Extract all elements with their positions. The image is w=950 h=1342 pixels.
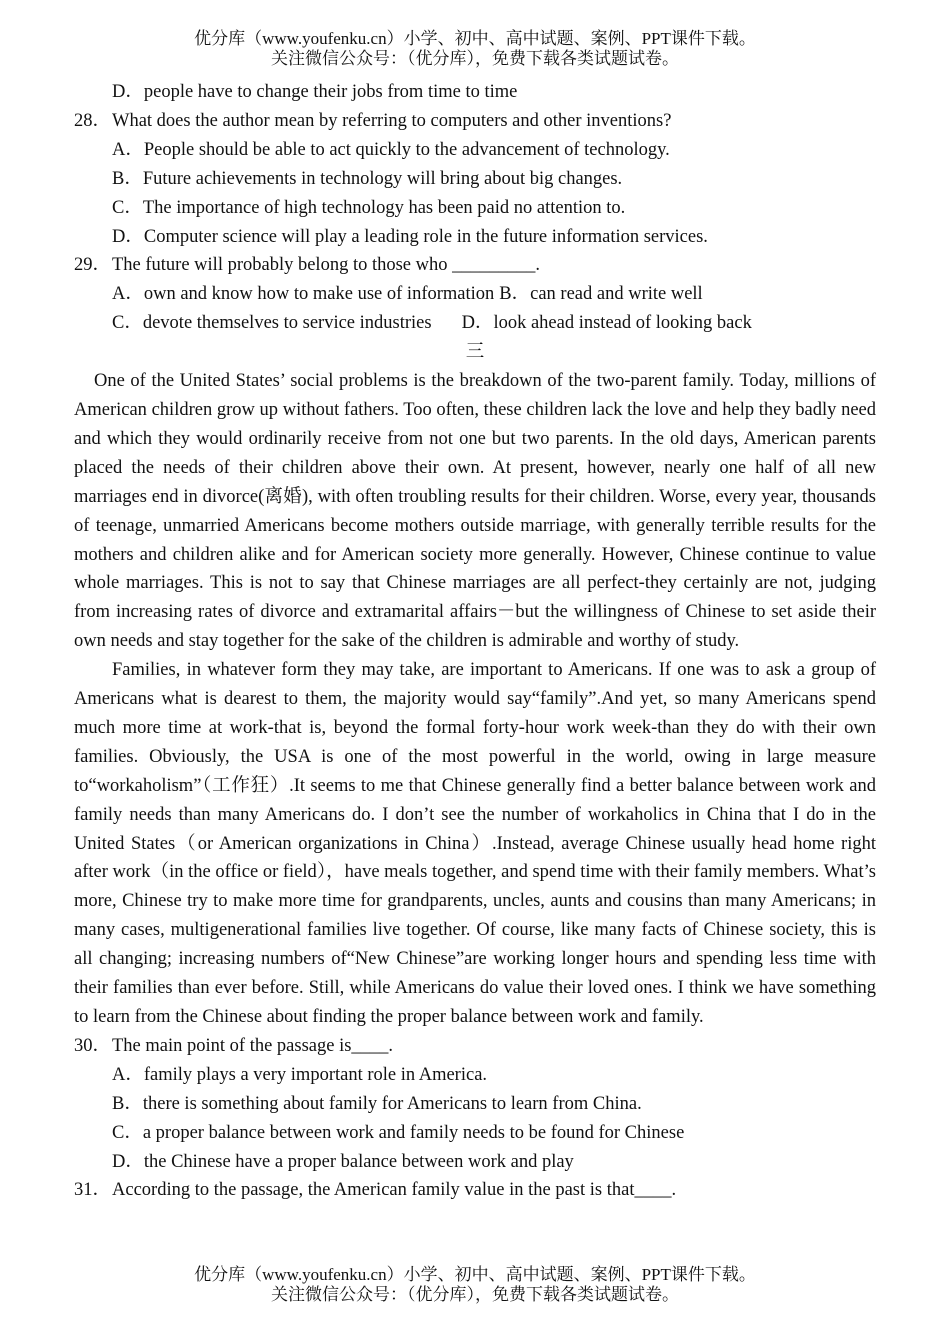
question-31 bbox=[74, 1176, 876, 1205]
question-29 bbox=[74, 251, 876, 280]
q29-options-cd bbox=[74, 309, 876, 338]
question-28 bbox=[74, 107, 876, 136]
question-31-text: According to the passage, the American family value in the past is that____. bbox=[112, 1180, 677, 1201]
q28-option-b: B．Future achievements in technology will bring about big changes. bbox=[112, 168, 623, 189]
q30-option-d: D．the Chinese have a proper balance between work and play bbox=[112, 1151, 574, 1172]
footer-line-1: 优分库（www.youfenku.cn）小学、初中、高中试题、案例、PPT课件下载。 bbox=[194, 1265, 756, 1284]
q29-option-d: D．look ahead instead of looking back bbox=[461, 313, 752, 334]
header-line-1: 优分库（www.youfenku.cn）小学、初中、高中试题、案例、PPT课件下载。 bbox=[194, 29, 756, 48]
question-31-number: 31． bbox=[74, 1180, 112, 1201]
header-line-2: 关注微信公众号：（优分库），免费下载各类试题试卷。 bbox=[271, 49, 679, 68]
q27-option-d: D．people have to change their jobs from time to time bbox=[112, 82, 518, 102]
q28-option-a: A．People should be able to act quickly to the advancement of technology. bbox=[112, 139, 670, 160]
section-number: 三 bbox=[465, 342, 485, 363]
question-29-number: 29． bbox=[74, 255, 112, 276]
page-header bbox=[0, 29, 950, 69]
q29-options-ab bbox=[74, 280, 876, 309]
footer-line-2: 关注微信公众号：（优分库），免费下载各类试题试卷。 bbox=[271, 1285, 679, 1304]
page-footer bbox=[0, 1265, 950, 1305]
question-29-text: The future will probably belong to those who _________. bbox=[112, 255, 541, 276]
question-30 bbox=[74, 1032, 876, 1061]
q28-option-c: C．The importance of high technology has been paid no attention to. bbox=[112, 197, 626, 218]
passage-paragraph-2: Families, in whatever form they may take, are important to Americans. If one was to ask a group of Americans what is dearest to them, the majority would say“family”.And yet, so many Americans spend much more time at work-that is, beyond the formal forty-hour work week-than they do with their own families. Obviously, the USA is one of the most powerful in the world, owing in large measure to“workaholism”（工作狂）.It seems to me that Chinese generally find a better balance between work and family needs than many Americans do. I don’t see the number of workaholics in China that I do in the United States（or American organizations in China）.Instead, average Chinese usually head home right after work（in the office or field），have meals together, and spend time with their family members. What’s more, Chinese try to make more time for grandparents, uncles, aunts and cousins than many Americans; in many cases, multigenerational families live together. Of course, like many facts of Chinese society, this is all changing; increasing numbers of“New Chinese”are working longer hours and spending less time with their families than ever before. Still, while Americans do value their loved ones. I think we have something to learn from the Chinese about finding the proper balance between work and family. bbox=[74, 660, 876, 1027]
q30-option-a: A．family plays a very important role in America. bbox=[112, 1064, 488, 1085]
q28-option-d: D．Computer science will play a leading role in the future information services. bbox=[112, 226, 708, 247]
question-30-text: The main point of the passage is____. bbox=[112, 1035, 394, 1056]
q29-option-c: C．devote themselves to service industries bbox=[112, 313, 432, 334]
q30-option-c: C．a proper balance between work and family needs to be found for Chinese bbox=[112, 1122, 685, 1143]
document-body bbox=[74, 78, 876, 1205]
question-28-text: What does the author mean by referring to computers and other inventions? bbox=[112, 110, 672, 131]
q29-option-a: A．own and know how to make use of information bbox=[112, 284, 495, 305]
passage-paragraph-1: One of the United States’ social problems is the breakdown of the two-parent family. Today, millions of American children grow up without fathers. Too often, these children lack the love and help they badly need and which they would ordinarily receive from not one but two parents. In the old days, American parents placed the needs of their children above their own. At present, however, nearly one half of all new marriages end in divorce(离婚), with often troubling results for their children. Worse, every year, thousands of teenage, unmarried Americans become mothers outside marriage, with generally terrible results for the mothers and children alike and for American society more generally. However, Chinese continue to value whole marriages. This is not to say that Chinese marriages are all perfect-they certainly are not, judging from increasing rates of divorce and extramarital affairs－but the willingness of Chinese to set aside their own needs and stay together for the sake of the children is admirable and worthy of study. bbox=[74, 371, 876, 652]
q30-option-b: B．there is something about family for Americans to learn from China. bbox=[112, 1093, 642, 1114]
q29-option-b: B．can read and write well bbox=[499, 284, 703, 305]
question-30-number: 30． bbox=[74, 1035, 112, 1056]
question-28-number: 28． bbox=[74, 110, 112, 131]
